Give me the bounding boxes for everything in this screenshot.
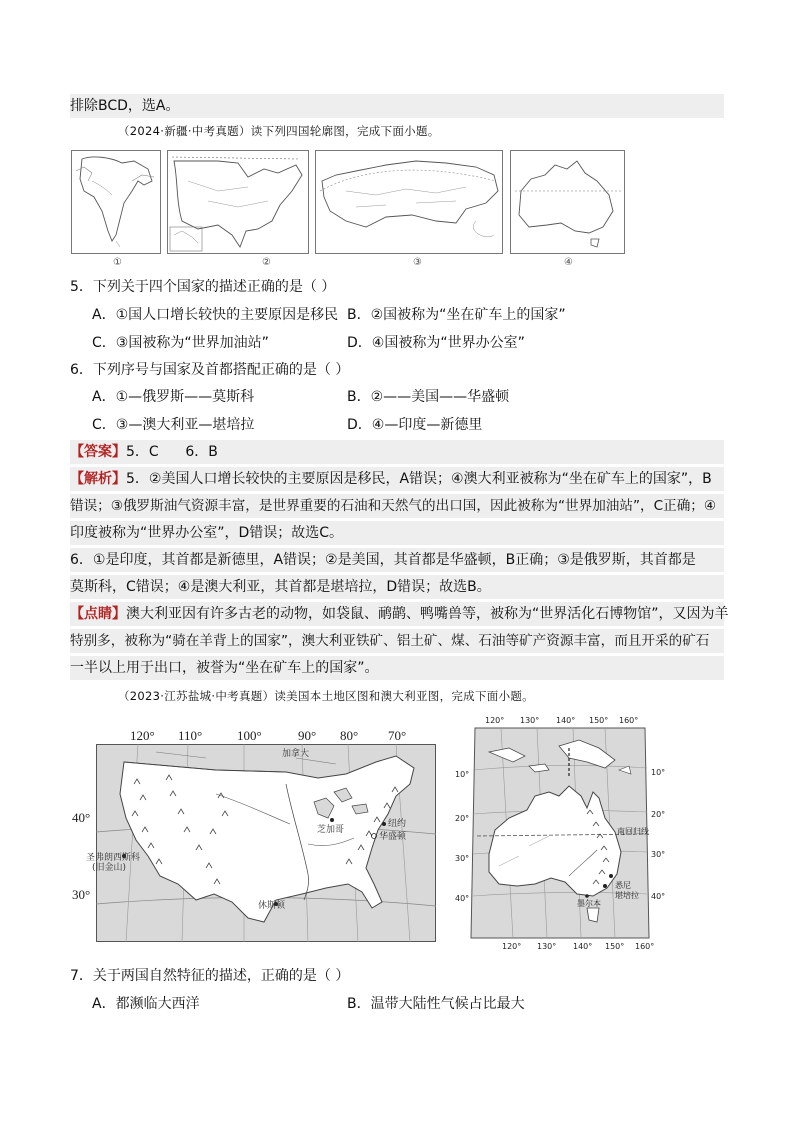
answer-text: 5．C 6．B	[126, 444, 218, 460]
usa-lon-110: 110°	[178, 728, 203, 743]
q6-option-b: B．②——美国——华盛顿	[347, 389, 510, 405]
label-sydney: 悉尼	[615, 881, 631, 890]
aus-left-lat-20: 20°	[455, 814, 470, 823]
aus-bottom-lon-150: 150°	[605, 942, 625, 951]
analysis-line-2: 错误；③俄罗斯油气资源丰富，是世界重要的石油和天然气的出口国，因此被称为“世界加油站”，C正确；④	[70, 494, 724, 518]
aus-top-lon-140: 140°	[556, 716, 576, 725]
label-newyork: 纽约	[388, 819, 407, 829]
aus-right-lat-10: 10°	[651, 768, 666, 777]
aus-right-lat-40: 40°	[651, 892, 666, 901]
label-chicago: 芝加哥	[317, 825, 345, 835]
q5-option-b: B．②国被称为“坐在矿车上的国家”	[347, 307, 566, 323]
label-sf: 圣弗朗西斯科	[86, 853, 141, 863]
aus-right-lat-20: 20°	[651, 810, 666, 819]
aus-left-lat-30: 30°	[455, 854, 470, 863]
usa-lon-100: 100°	[237, 728, 262, 743]
comment-line-2: 特别多，被称为“骑在羊背上的国家”，澳大利亚铁矿、铝土矿、煤、石油等矿产资源丰富，而且开采的矿石	[70, 629, 724, 653]
q6-option-c: C．③—澳大利亚—堪培拉	[92, 417, 255, 433]
map-caption-3: ③	[413, 257, 422, 268]
map-india	[71, 150, 161, 254]
q5-option-d: D．④国被称为“世界办公室”	[347, 335, 525, 351]
analysis-line-3: 印度被称为“世界办公室”，D错误；故选C。	[70, 521, 724, 545]
aus-bottom-lon-160: 160°	[635, 942, 655, 951]
aus-top-lon-150: 150°	[589, 716, 609, 725]
map-caption-2: ②	[262, 257, 271, 268]
usa-lat-40: 40°	[72, 810, 91, 825]
label-melbourne: 墨尔本	[577, 899, 601, 908]
aus-left-lat-10: 10°	[455, 770, 470, 779]
map-usa-outline	[167, 150, 309, 254]
aus-top-lon-130: 130°	[520, 716, 540, 725]
q6-option-a: A．①—俄罗斯——莫斯科	[92, 389, 255, 405]
analysis-tag: 【解析】	[70, 471, 126, 487]
comment-text-1: 澳大利亚因有许多古老的动物，如袋鼠、鸸鹋、鸭嘴兽等，被称为“世界活化石博物馆”，又因为羊	[126, 606, 729, 622]
q5-option-c: C．③国被称为“世界加油站”	[92, 335, 269, 351]
question-source-1: （2024·新疆·中考真题）读下列四国轮廓图，完成下面小题。	[118, 124, 440, 138]
comment-tag: 【点睛】	[70, 606, 126, 622]
aus-top-lon-160: 160°	[619, 716, 639, 725]
answer-line	[70, 440, 724, 464]
map-australia-outline	[510, 150, 625, 254]
label-canberra: 堪培拉	[615, 891, 639, 900]
analysis-line-1	[70, 467, 724, 491]
label-houston: 休斯顿	[258, 901, 286, 911]
usa-lat-30: 30°	[72, 887, 91, 902]
aus-bottom-lon-120: 120°	[502, 942, 522, 951]
answer-tag: 【答案】	[70, 444, 126, 460]
q5-option-a: A．①国人口增长较快的主要原因是移民	[92, 307, 339, 323]
aus-bottom-lon-130: 130°	[537, 942, 557, 951]
q7-option-b: B．温带大陆性气候占比最大	[347, 996, 525, 1012]
comment-line-1	[70, 602, 729, 626]
q6-stem: 6．下列序号与国家及首都搭配正确的是（ ）	[70, 362, 350, 378]
analysis-text-1: 5．②美国人口增长较快的主要原因是移民，A错误；④澳大利亚被称为“坐在矿车上的国家”，B	[126, 471, 712, 487]
q6-option-d: D．④—印度—新德里	[347, 417, 483, 433]
usa-lon-70: 70°	[388, 728, 407, 743]
q5-stem: 5．下列关于四个国家的描述正确的是（ ）	[70, 279, 336, 295]
label-washington: 华盛顿	[379, 832, 407, 842]
usa-map	[70, 722, 450, 947]
label-sf-alt: (旧金山)	[92, 863, 127, 873]
question-source-2: （2023·江苏盐城·中考真题）读美国本土地区图和澳大利亚图，完成下面小题。	[118, 689, 534, 703]
map-caption-4: ④	[564, 257, 573, 268]
q7-option-a: A．都濒临大西洋	[92, 996, 200, 1012]
aus-bottom-lon-140: 140°	[573, 942, 593, 951]
usa-lon-120: 120°	[130, 728, 155, 743]
aus-left-lat-40: 40°	[455, 894, 470, 903]
label-tropic: 南回归线	[617, 827, 649, 836]
intro-line: 排除BCD，选A。	[70, 94, 724, 118]
map-russia-outline	[315, 150, 503, 254]
aus-right-lat-30: 30°	[651, 850, 666, 859]
usa-lon-90: 90°	[298, 728, 317, 743]
australia-map	[455, 716, 665, 951]
map-caption-1: ①	[113, 257, 122, 268]
analysis-line-5: 莫斯科，C错误；④是澳大利亚，其首都是堪培拉，D错误；故选B。	[70, 575, 724, 599]
label-canada: 加拿大	[282, 749, 310, 759]
aus-top-lon-120: 120°	[485, 716, 505, 725]
comment-line-3: 一半以上用于出口，被誉为“坐在矿车上的国家”。	[70, 656, 724, 680]
q7-stem: 7．关于两国自然特征的描述，正确的是（ ）	[70, 968, 350, 984]
analysis-line-4: 6．①是印度，其首都是新德里，A错误；②是美国，其首都是华盛顿，B正确；③是俄罗斯，其首都是	[70, 548, 724, 572]
usa-lon-80: 80°	[340, 728, 359, 743]
